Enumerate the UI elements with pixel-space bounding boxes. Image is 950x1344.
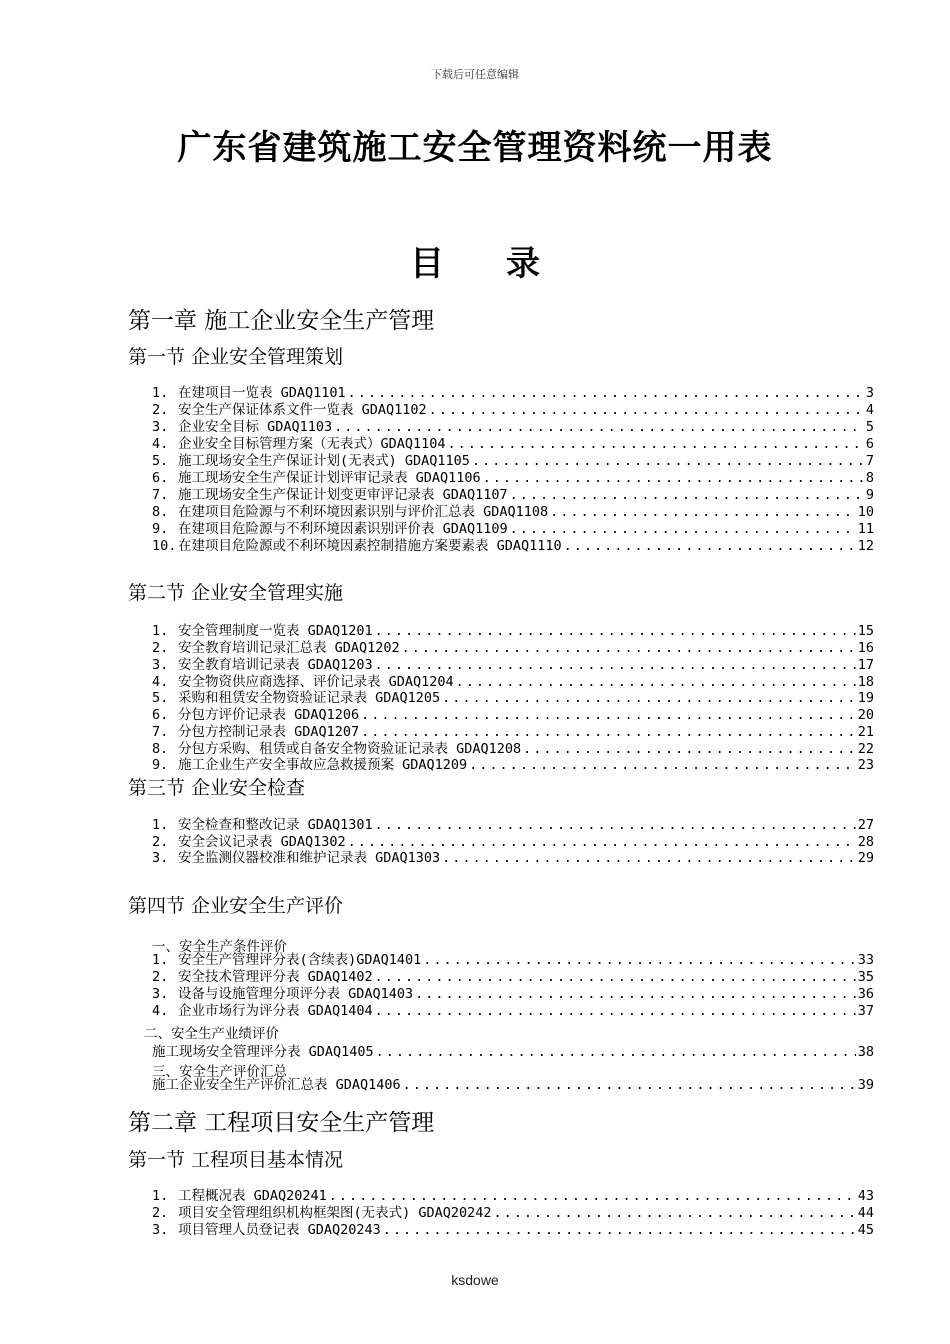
dot-leader: [523, 741, 856, 758]
toc-entry[interactable]: [152, 504, 874, 521]
entry-title: 安全物资供应商选择、评价记录表 GDAQ1204: [178, 674, 454, 690]
entry-title: 企业安全目标 GDAQ1103: [178, 419, 333, 435]
entry-page: 44: [857, 1205, 874, 1221]
entry-title: 安全教育培训记录表 GDAQ1203: [178, 657, 373, 673]
entry-page: 3: [865, 385, 874, 401]
entry-page: 20: [857, 707, 874, 723]
dot-leader: [423, 952, 855, 969]
dot-leader: [348, 834, 856, 851]
dot-leader: [494, 1205, 856, 1222]
entry-title: 工程概况表 GDAQ20241: [178, 1188, 327, 1204]
toc-entry[interactable]: [152, 690, 874, 707]
entry-title: 安全技术管理评分表 GDAQ1402: [178, 969, 373, 985]
entry-title: 施工现场安全生产保证计划变更审评记录表 GDAQ1107: [178, 487, 508, 503]
entry-title: 安全监测仪器校准和维护记录表 GDAQ1303: [178, 850, 441, 866]
page-footer: ksdowe: [451, 1272, 499, 1288]
toc-entry[interactable]: [152, 1077, 874, 1094]
toc-entry[interactable]: [152, 487, 874, 504]
entry-number: 9.: [152, 757, 169, 773]
entry-page: 33: [857, 952, 874, 968]
chapter-1-heading: 第一章 施工企业安全生产管理: [128, 308, 435, 334]
entry-page: 17: [857, 657, 874, 673]
entry-number: 10.: [152, 538, 177, 554]
entry-title: 施工企业生产安全事故应急救援预案 GDAQ1209: [178, 757, 468, 773]
subsection-heading: 二、安全生产业绩评价: [144, 1026, 279, 1042]
dot-leader: [483, 470, 864, 487]
entry-page: 8: [865, 470, 874, 486]
entry-title: 施工现场安全管理评分表 GDAQ1405: [152, 1044, 374, 1060]
entry-page: 22: [857, 741, 874, 757]
toc-entry[interactable]: [152, 834, 874, 851]
entry-number: 2.: [152, 969, 169, 985]
entry-title: 分包方评价记录表 GDAQ1206: [178, 707, 360, 723]
dot-leader: [376, 1044, 856, 1061]
entry-number: 2.: [152, 1205, 169, 1221]
entry-number: 2.: [152, 640, 169, 656]
entry-title: 施工现场安全生产保证计划(无表式) GDAQ1105: [178, 453, 470, 469]
dot-leader: [334, 419, 864, 436]
toc-entry[interactable]: [152, 436, 874, 453]
entry-page: 37: [857, 1003, 874, 1019]
entry-title: 设备与设施管理分项评分表 GDAQ1403: [178, 986, 414, 1002]
toc-entry[interactable]: [152, 850, 874, 867]
entry-title: 在建项目危险源与不利环境因素识别评价表 GDAQ1109: [178, 521, 508, 537]
toc-entry[interactable]: [152, 521, 874, 538]
dot-leader: [510, 487, 864, 504]
toc-entry[interactable]: [152, 724, 874, 741]
entry-title: 在建项目危险源与不利环境因素识别与评价汇总表 GDAQ1108: [178, 504, 549, 520]
entry-page: 4: [865, 402, 874, 418]
toc-entry[interactable]: [152, 1003, 874, 1020]
entry-page: 45: [857, 1222, 874, 1238]
toc-entry[interactable]: [152, 402, 874, 419]
entry-number: 1.: [152, 817, 169, 833]
entry-number: 6.: [152, 707, 169, 723]
subsection-heading: 三、安全生产评价汇总: [152, 1064, 287, 1080]
entry-number: 3.: [152, 850, 169, 866]
dot-leader: [472, 453, 864, 470]
entry-number: 2.: [152, 402, 169, 418]
entry-title: 企业安全目标管理方案（无表式）GDAQ1104: [178, 436, 446, 452]
entry-page: 6: [865, 436, 874, 452]
entry-title: 安全教育培训记录汇总表 GDAQ1202: [178, 640, 400, 656]
entry-number: 7.: [152, 487, 169, 503]
dot-leader: [456, 674, 856, 691]
entry-page: 18: [857, 674, 874, 690]
toc-entry[interactable]: [152, 817, 874, 834]
toc-entry[interactable]: [152, 952, 874, 969]
dot-leader: [375, 969, 856, 986]
entry-number: 1.: [152, 1188, 169, 1204]
dot-leader: [383, 1222, 856, 1239]
dot-leader: [429, 402, 864, 419]
entry-page: 15: [857, 623, 874, 639]
entry-number: 7.: [152, 724, 169, 740]
dot-leader: [469, 757, 856, 774]
entry-title: 安全检查和整改记录 GDAQ1301: [178, 817, 373, 833]
entry-page: 21: [857, 724, 874, 740]
dot-leader: [448, 436, 864, 453]
entry-page: 19: [857, 690, 874, 706]
dot-leader: [442, 850, 856, 867]
section-1-3-heading: 第三节 企业安全检查: [128, 777, 306, 799]
toc-heading-char-1: 目: [410, 244, 444, 284]
toc-entry[interactable]: [152, 1044, 874, 1061]
entry-title: 施工现场安全生产保证计划评审记录表 GDAQ1106: [178, 470, 481, 486]
dot-leader: [442, 690, 856, 707]
entry-page: 39: [857, 1077, 874, 1093]
section-2-1-heading: 第一节 工程项目基本情况: [128, 1149, 344, 1171]
entry-page: 10: [857, 504, 874, 520]
toc-entry[interactable]: [152, 757, 874, 774]
entry-title: 安全生产管理评分表(含续表)GDAQ1401: [178, 952, 422, 968]
entry-number: 3.: [152, 1222, 169, 1238]
entry-title: 安全管理制度一览表 GDAQ1201: [178, 623, 373, 639]
dot-leader: [403, 1077, 856, 1094]
entry-page: 11: [857, 521, 874, 537]
toc-entry[interactable]: [152, 385, 874, 402]
entry-page: 36: [857, 986, 874, 1002]
toc-entry[interactable]: [152, 623, 874, 640]
entry-page: 5: [865, 419, 874, 435]
toc-entry[interactable]: [152, 640, 874, 657]
dot-leader: [361, 724, 856, 741]
entry-title: 企业市场行为评分表 GDAQ1404: [178, 1003, 373, 1019]
entry-number: 8.: [152, 741, 169, 757]
section-1-4-heading: 第四节 企业安全生产评价: [128, 895, 344, 917]
entry-number: 4.: [152, 436, 169, 452]
document-title: 广东省建筑施工安全管理资料统一用表: [177, 128, 773, 168]
toc-entry[interactable]: [152, 1188, 874, 1205]
entry-title: 在建项目一览表 GDAQ1101: [178, 385, 346, 401]
entry-page: 28: [857, 834, 874, 850]
entry-page: 7: [865, 453, 874, 469]
entry-page: 27: [857, 817, 874, 833]
chapter-2-heading: 第二章 工程项目安全生产管理: [128, 1110, 435, 1136]
entry-page: 16: [857, 640, 874, 656]
dot-leader: [361, 707, 856, 724]
entry-page: 9: [865, 487, 874, 503]
entry-number: 3.: [152, 986, 169, 1002]
toc-entry[interactable]: [152, 657, 874, 674]
dot-leader: [402, 640, 856, 657]
entry-page: 38: [857, 1044, 874, 1060]
dot-leader: [510, 521, 856, 538]
entry-title: 安全生产保证体系文件一览表 GDAQ1102: [178, 402, 427, 418]
section-1-1-heading: 第一节 企业安全管理策划: [128, 346, 344, 368]
entry-title: 项目安全管理组织机构框架图(无表式) GDAQ20242: [178, 1205, 492, 1221]
entry-title: 安全会议记录表 GDAQ1302: [178, 834, 346, 850]
section-1-2-heading: 第二节 企业安全管理实施: [128, 582, 344, 604]
toc-entry[interactable]: [152, 1205, 874, 1222]
dot-leader: [375, 817, 856, 834]
entry-number: 5.: [152, 690, 169, 706]
entry-number: 5.: [152, 453, 169, 469]
toc-entry[interactable]: [152, 969, 874, 986]
dot-leader: [348, 385, 864, 402]
dot-leader: [375, 623, 856, 640]
entry-title: 分包方采购、租赁或自备安全物资验证记录表 GDAQ1208: [178, 741, 522, 757]
entry-page: 12: [857, 538, 874, 554]
dot-leader: [550, 504, 856, 521]
dot-leader: [564, 538, 856, 555]
entry-title: 项目管理人员登记表 GDAQ20243: [178, 1222, 381, 1238]
toc-entry[interactable]: [152, 419, 874, 436]
entry-page: 23: [857, 757, 874, 773]
toc-entry[interactable]: [152, 453, 874, 470]
entry-title: 在建项目危险源或不利环境因素控制措施方案要素表 GDAQ1110: [178, 538, 562, 554]
toc-entry[interactable]: [152, 986, 874, 1003]
dot-leader: [415, 986, 856, 1003]
entry-number: 3.: [152, 419, 169, 435]
toc-entry[interactable]: [152, 470, 874, 487]
dot-leader: [329, 1188, 856, 1205]
entry-number: 1.: [152, 385, 169, 401]
dot-leader: [375, 1003, 856, 1020]
toc-heading: [0, 236, 950, 285]
toc-heading-char-2: 录: [506, 244, 540, 284]
entry-number: 2.: [152, 834, 169, 850]
subsection-heading: 一、安全生产条件评价: [152, 939, 287, 955]
toc-entry[interactable]: [152, 674, 874, 691]
toc-entry[interactable]: [152, 1222, 874, 1239]
entry-title: 采购和租赁安全物资验证记录表 GDAQ1205: [178, 690, 441, 706]
toc-entry[interactable]: [152, 707, 874, 724]
entry-title: 分包方控制记录表 GDAQ1207: [178, 724, 360, 740]
entry-number: 8.: [152, 504, 169, 520]
dot-leader: [375, 657, 856, 674]
entry-number: 4.: [152, 1003, 169, 1019]
entry-number: 9.: [152, 521, 169, 537]
entry-number: 3.: [152, 657, 169, 673]
toc-entry[interactable]: [152, 538, 874, 555]
toc-entry[interactable]: [152, 741, 874, 758]
entry-number: 6.: [152, 470, 169, 486]
entry-number: 1.: [152, 952, 169, 968]
entry-page: 43: [857, 1188, 874, 1204]
entry-page: 35: [857, 969, 874, 985]
entry-title: 施工企业安全生产评价汇总表 GDAQ1406: [152, 1077, 401, 1093]
header-note: 下载后可任意编辑: [431, 68, 519, 81]
entry-number: 4.: [152, 674, 169, 690]
entry-page: 29: [857, 850, 874, 866]
entry-number: 1.: [152, 623, 169, 639]
